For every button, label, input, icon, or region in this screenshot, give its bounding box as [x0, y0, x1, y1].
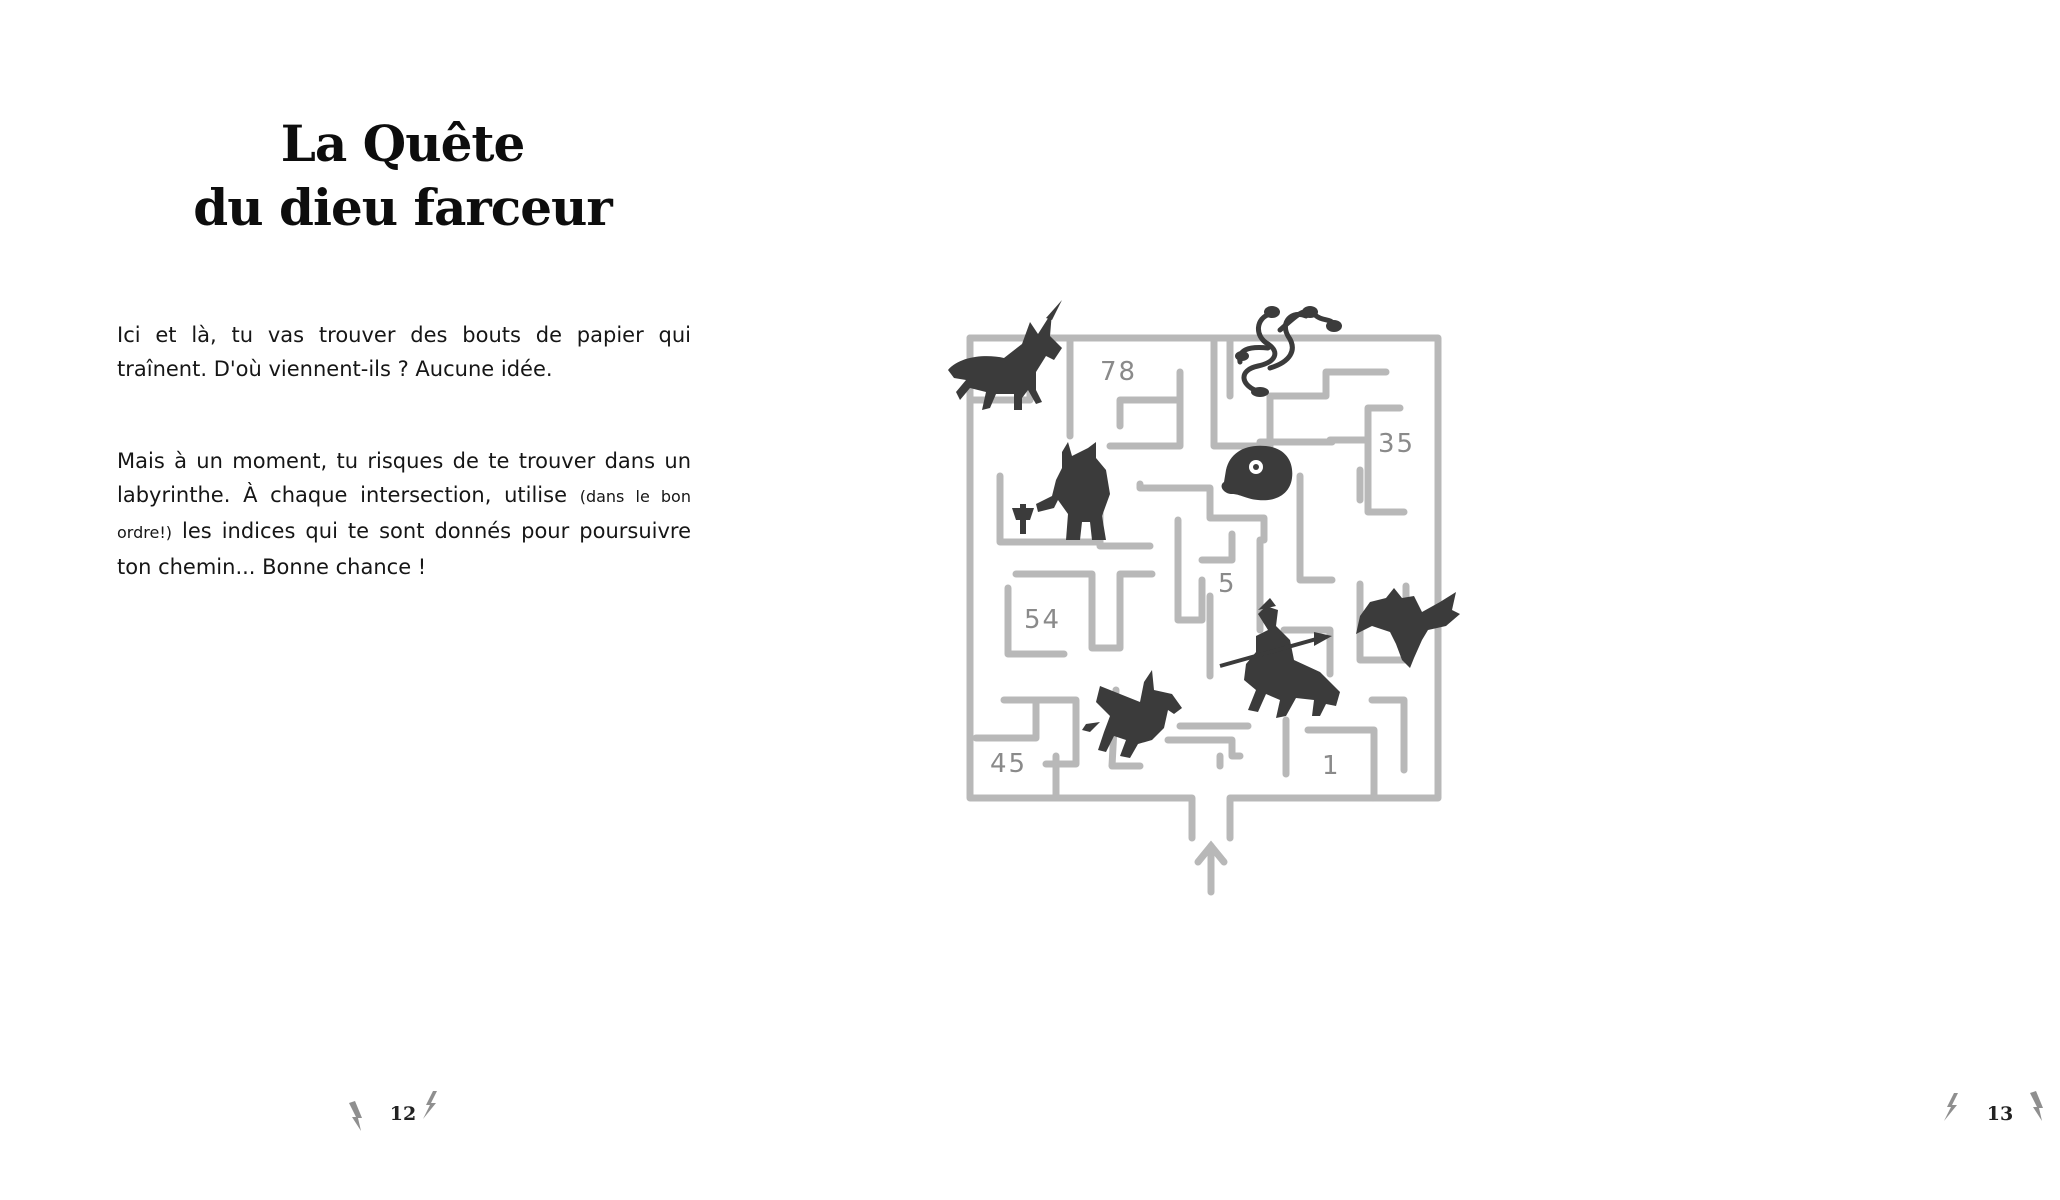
- minotaur-icon: [1012, 442, 1110, 540]
- instruction-text-start: Mais à un moment, tu risques de te trouver dans un labyrinthe. À chaque intersection, utilise: [117, 449, 691, 507]
- centaur-icon: [1220, 598, 1340, 718]
- arrow-up-icon: [1198, 846, 1224, 892]
- griffin-icon: [1082, 670, 1182, 758]
- maze-number-45: 45: [990, 749, 1028, 779]
- instruction-text-end: les indices qui te sont donnés pour poursuivre ton chemin... Bonne chance !: [117, 519, 691, 579]
- left-page: [0, 0, 800, 1200]
- unicorn-icon: [948, 300, 1062, 410]
- harpy-icon: [1356, 588, 1460, 668]
- chapter-title: [150, 112, 655, 240]
- instruction-paragraph: [117, 444, 691, 584]
- cyclops-head-icon: [1222, 446, 1293, 501]
- intro-paragraph: Ici et là, tu vas trouver des bouts de papier qui traînent. D'où viennent-ils ? Aucune idée.: [117, 323, 691, 381]
- maze-number-35: 35: [1378, 429, 1416, 459]
- maze-number-1: 1: [1322, 751, 1341, 781]
- page-number-label: 12: [389, 1103, 417, 1125]
- page-number-left: [343, 1097, 463, 1137]
- maze-number-78: 78: [1100, 357, 1138, 387]
- right-page: [800, 0, 2014, 1200]
- maze-number-5: 5: [1218, 569, 1237, 599]
- instruction-aside: (dans le bon ordre!): [117, 487, 691, 542]
- hydra-icon: [1240, 311, 1334, 392]
- chapter-title-line-1: La Quête: [280, 114, 525, 173]
- lightning-bolt-icon: [2026, 1087, 2048, 1123]
- page-number-label: 13: [1986, 1103, 2014, 1125]
- maze-illustration: [800, 0, 1600, 1200]
- chapter-title-line-2: du dieu farceur: [193, 178, 612, 237]
- lightning-bolt-icon: [419, 1089, 441, 1125]
- maze-walls: [970, 338, 1438, 838]
- maze-number-54: 54: [1024, 605, 1062, 635]
- page-number-right: [1940, 1097, 2060, 1137]
